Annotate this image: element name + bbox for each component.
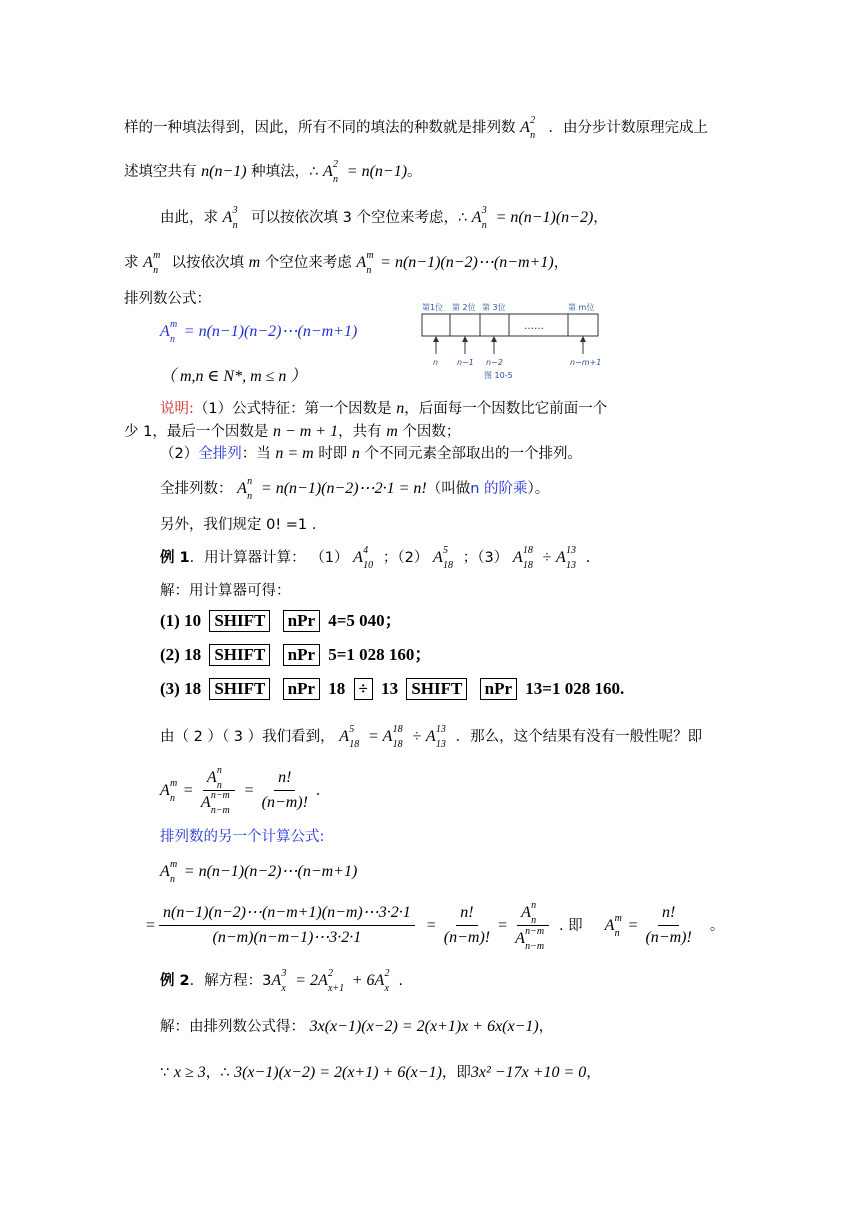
shift-key: SHIFT — [406, 678, 467, 700]
fraction: $\frac{n!}{(n-m)!}$ — [645, 904, 692, 946]
observation-line: 由（ 2 ）（ 3 ）我们看到， A 18 5 = A 18 18 ÷ A 13 13 ．那么，这个结果有没有一般性呢？即 — [160, 724, 703, 750]
solution-2-line-1: 解：由排列数公式得： 3x(x−1)(x−2) = 2(x+1)x + 6x(x−1)， — [160, 1018, 554, 1035]
npr-key: nPr — [283, 644, 320, 666]
calc-line-2: (2) 18 SHIFT nPr 5=1 028 160； — [160, 645, 432, 664]
slot-label: 第1位 — [422, 303, 444, 312]
slot-diagram — [416, 300, 616, 384]
text-line-3: 由此，求 A n 3 可以按依次填 3 个空位来考虑，∴ A n 3 = n(n−1)(n−2)， — [160, 205, 608, 231]
slot-figure — [416, 300, 616, 384]
arrow-label: n — [433, 358, 439, 367]
shift-key: SHIFT — [209, 610, 270, 632]
ratio-formula: A n m = A n n A n−m n−m = $\frac{n!}{(n-m)!}$ . — [160, 765, 320, 816]
perm-formula: A n m = n(n−1)(n−2)⋯(n−m+1) — [160, 319, 358, 345]
arrow-label: n−1 — [457, 358, 474, 367]
fraction: A n n A n−m n−m — [511, 902, 555, 949]
slot-label: 第 3位 — [482, 303, 506, 312]
arrow-label: n−m+1 — [570, 358, 602, 367]
factorial-link: n 的阶乘 — [470, 481, 528, 497]
zero-factorial-line: 另外，我们规定 0! =1 . — [160, 517, 317, 533]
text-line-2: 述填空共有 n(n−1) 种填法，∴ A n 2 = n(n−1)。 — [124, 159, 422, 185]
fraction: $\frac{n!}{(n-m)!}$ — [443, 904, 491, 946]
slot-dots: …… — [524, 321, 544, 332]
slot-box — [422, 314, 598, 336]
note-line-3: （2）全排列：当 n = m 时即 n 个不同元素全部取出的一个排列。 — [160, 445, 583, 462]
full-perm-link: 全排列 — [198, 446, 242, 462]
text-line-5: 排列数公式： — [124, 291, 211, 307]
shift-key: SHIFT — [209, 644, 270, 666]
npr-key: nPr — [480, 678, 517, 700]
arrowhead — [491, 336, 497, 342]
text-line-1: 样的一种填法得到，因此，所有不同的填法的种数就是排列数 A n 2 ．由分步计数原理完成上 — [124, 115, 708, 141]
derivation-line-1: A n m = n(n−1)(n−2)⋯(n−m+1) — [160, 859, 358, 885]
arrow-label: n−2 — [486, 358, 503, 367]
npr-key: nPr — [283, 610, 320, 632]
arrows — [436, 338, 583, 354]
calc-line-3: (3) 18 SHIFT nPr 18 ÷ 13 SHIFT nPr 13=1 028 160. — [160, 679, 625, 698]
npr-key: nPr — [283, 678, 320, 700]
note-line-2: 少 1，最后一个因数是 n − m + 1，共有 m 个因数； — [124, 423, 461, 440]
another-formula-heading: 排列数的另一个计算公式: — [160, 829, 325, 845]
example-2: 例 2．解方程：3A x 3 = 2A x+1 2 + 6A x 2 . — [160, 968, 403, 994]
note-line-1: 说明:（1）公式特征：第一个因数是 n，后面每一个因数比它前面一个 — [160, 400, 608, 417]
calc-line-1: (1) 10 SHIFT nPr 4=5 040； — [160, 611, 402, 630]
example-1: 例 1．用计算器计算： （1） A 10 4 ；（2） A 18 5 ；（3） A 18 18 ÷ A 13 13 . — [160, 545, 591, 571]
slot-label: 第 2位 — [452, 303, 476, 312]
divide-key: ÷ — [354, 678, 373, 700]
solution-1-intro: 解：用计算器可得： — [160, 583, 291, 599]
arrowheads — [433, 336, 586, 342]
perm-symbol: A n 2 — [520, 115, 536, 141]
formula-condition: （ m,n ∈ N*, m ≤ n ） — [160, 368, 307, 385]
fraction: $\frac{n!}{(n-m)!}$ — [261, 769, 308, 811]
solution-2-line-2: ∵ x ≥ 3，∴ 3(x−1)(x−2) = 2(x+1) + 6(x−1)，即3x² −17x +10 = 0， — [160, 1064, 601, 1081]
fraction: $\frac{n(n-1)(n-2)\cdots(n-m+1)(n-m)\cdots 3\cdot 2\cdot 1}{(n-m)(n-m-1)\cdots 3\cdot 2\cdot 1}$ — [159, 903, 415, 948]
fraction: A n n A n−m n−m — [197, 768, 241, 813]
full-perm-line: 全排列数： A n n = n(n−1)(n−2)⋯2·1 = n!（叫做n 的阶乘）。 — [160, 476, 550, 502]
text-line-4: 求 A n m 以按依次填 m 个空位来考虑 A n m = n(n−1)(n−2)⋯(n−m+1)， — [124, 250, 569, 276]
arrowhead — [462, 336, 468, 342]
arrowhead — [580, 336, 586, 342]
slot-label: 第 m位 — [568, 303, 595, 312]
shift-key: SHIFT — [209, 678, 270, 700]
derivation-line-2: = $\frac{n(n-1)(n-2)\cdots(n-m+1)(n-m)\cdots 3\cdot 2\cdot 1}{(n-m)(n-m-1)\cdots 3\cdot 2\cdot 1}$ = $\frac{n!}{(n-m)!}$ = A n n A n−m n−m . 即 A n m = $\frac{n!}{(n-m)!}$ 。 — [146, 900, 725, 952]
figure-caption: 图 10-5 — [484, 371, 513, 380]
arrowhead — [433, 336, 439, 342]
